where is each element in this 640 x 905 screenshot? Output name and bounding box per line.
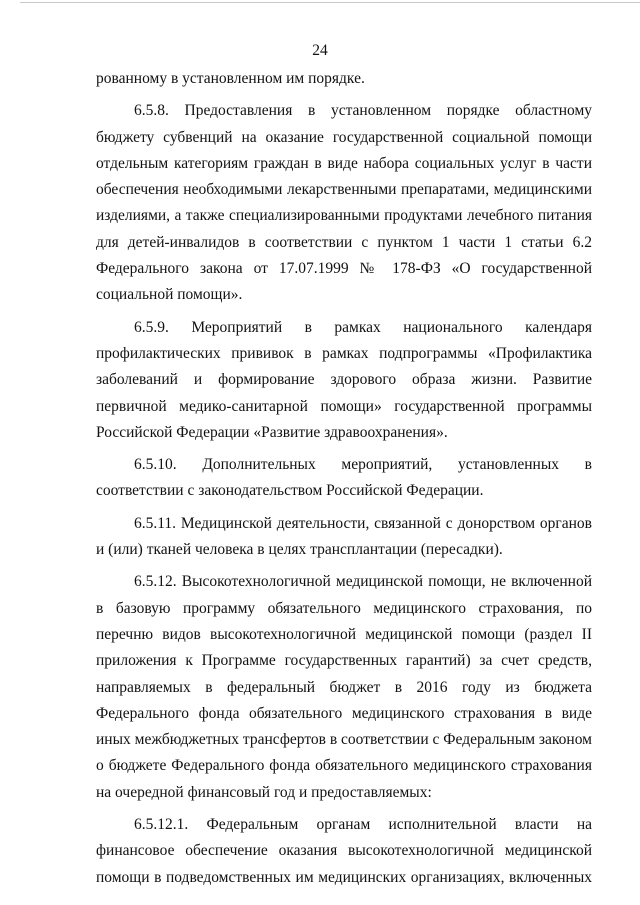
paragraph-6-5-11: 6.5.11. Медицинской деятельности, связанной с донорством органов и (или) тканей человека в целях трансплантации (пересадки). bbox=[96, 514, 592, 559]
paragraph-6-5-8: 6.5.8. Предоставления в установленном порядке областному бюджету субвенций на оказание государственной социальной помощи отдельным категориям граждан в виде набора социальных услуг в части обеспечения необходимыми лекарственными препаратами, медицинскими изделиями, а также специализированными продуктами лечебного питания для детей-инвалидов в соответствии с пунктом 1 части 1 статьи 6.2 Федерального закона от 17.07.1999 № 178-ФЗ «О государственной социальной помощи». bbox=[96, 102, 592, 304]
page-number: 24 bbox=[312, 42, 328, 59]
top-scan-rule bbox=[20, 2, 640, 3]
paragraph-6-5-9: 6.5.9. Мероприятий в рамках национального календаря профилактических прививок в рамках подпрограммы «Профилактика заболеваний и формирование здорового образа жизни. Развитие первичной медико-санитарной помощи» государственной программы Российской Федерации «Развитие здравоохранения». bbox=[96, 318, 592, 441]
paragraph-6-5-12-1: 6.5.12.1. Федеральным органам исполнительной власти на финансовое обеспечение оказания высокотехнологичной медицинской помощи в подведомственных им медицинских организациях, включенных bbox=[96, 816, 592, 886]
paragraph-continuation: рованному в установленном им порядке. bbox=[96, 70, 365, 87]
document-body bbox=[96, 66, 592, 891]
paragraph-6-5-10: 6.5.10. Дополнительных мероприятий, установленных в соответствии с законодательством Российской Федерации. bbox=[96, 456, 592, 500]
paragraph-6-5-12: 6.5.12. Высокотехнологичной медицинской помощи, не включенной в базовую программу обязательного медицинского страхования, по перечню видов высокотехнологичной медицинской помощи (раздел II приложения к Программе государственных гарантий) за счет средств, направляемых в федеральный бюджет в 2016 году из бюджета Федерального фонда обязательного медицинского страхования в виде иных межбюджетных трансфертов в соответствии с Федеральным законом о бюджете Федерального фонда обязательного медицинского страхования на очередной финансовый год и предоставляемых: bbox=[96, 573, 592, 801]
scan-mark bbox=[550, 882, 556, 883]
